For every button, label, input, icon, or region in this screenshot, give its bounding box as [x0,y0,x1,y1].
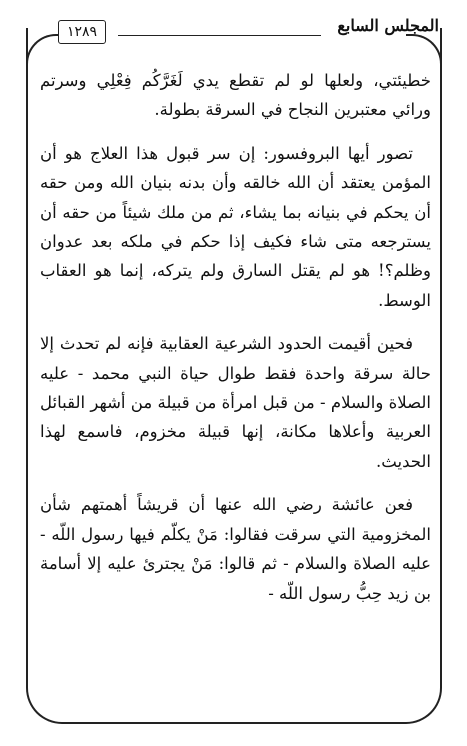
paragraph: فعن عائشة رضي الله عنها أن قريشاً أهمتهم شأن المخزومية التي سرقت فقالوا: مَنْ يكلّم فيها رسول اللّه - عليه الصلاة والسلام - ثم قالوا: مَنْ يجترئ عليه إلا أسامة بن زيد حِبُّ رسول اللّه - [40,495,431,603]
paragraph: فحين أقيمت الحدود الشرعية العقابية فإنه لم تحدث إلا حالة سرقة واحدة فقط طوال حياة النبي محمد - عليه الصلاة والسلام - من قبل امرأة من قبيلة من أشهر القبائل العربية وأعلاها مكانة، إنها قبيلة مخزوم، فاسمع لهذا الحديث. [40,334,431,471]
paragraph: تصور أيها البروفسور: إن سر قبول هذا العلاج هو أن المؤمن يعتقد أن الله خالقه وأن بدنه بنيان الله ومن حقه أن يحكم في بنيانه بما يشاء، ثم من ملك شيئاً من حقه أن يسترجعه متى شاء فكيف إذا حكم في ملكه بعد عدوان وظلم؟! هو لم يقتل السارق ولم يتركه، إنما هو العقاب الوسط. [40,143,431,310]
body-text [40,66,431,608]
paragraph: خطيئتي، ولعلها لو لم تقطع يدي لَغَرَّكُم فِعْلِي وسرتم ورائي معتبرين النجاح في السرقة بطولة. [40,71,431,120]
page-number: ١٢٨٩ [58,20,106,44]
chapter-title: المجلس السابع [337,16,439,35]
